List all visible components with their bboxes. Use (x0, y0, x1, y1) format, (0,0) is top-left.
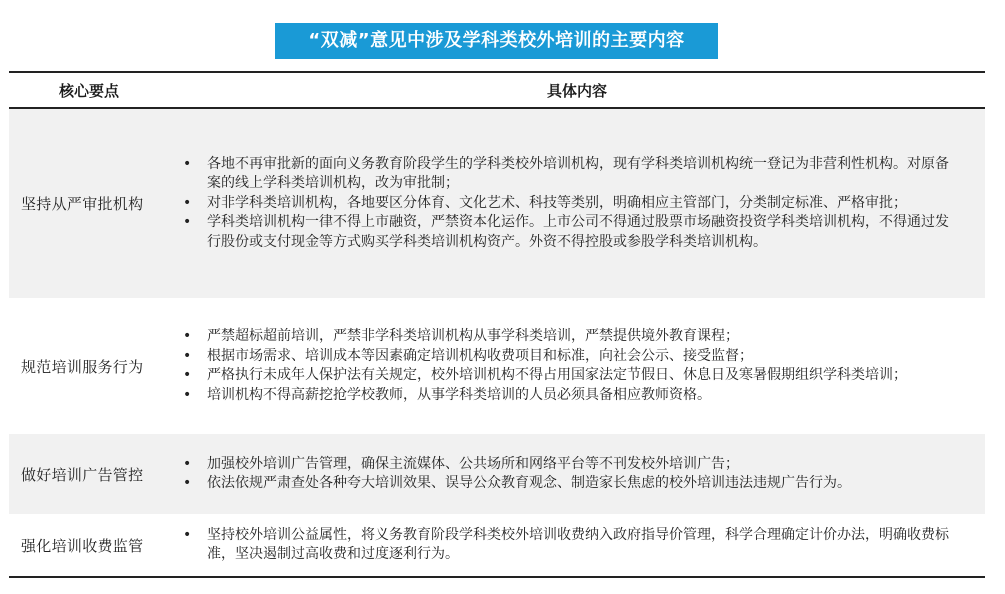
page-title: “双减”意见中涉及学科类校外培训的主要内容 (275, 23, 718, 59)
row-content (174, 455, 985, 494)
bullet-item: • 对非学科类培训机构，各地要区分体育、文化艺术、科技等类别，明确相应主管部门，分类制定标准、严格审批； (174, 194, 955, 214)
bullet-list (174, 526, 955, 565)
bullet-item: • 坚持校外培训公益属性，将义务教育阶段学科类校外培训收费纳入政府指导价管理，科学合理确定计价办法，明确收费标准，坚决遏制过高收费和过度逐利行为。 (174, 526, 955, 565)
bullet-item: • 严禁超标超前培训，严禁非学科类培训机构从事学科类培训，严禁提供境外教育课程； (174, 327, 955, 347)
table-row-fees (9, 514, 985, 576)
row-content (174, 327, 985, 405)
table-row-service (9, 298, 985, 434)
header-details: 具体内容 (546, 81, 607, 100)
row-label: 做好培训广告管控 (21, 465, 144, 484)
bullet-list (174, 455, 955, 494)
bullet-item: • 学科类培训机构一律不得上市融资，严禁资本化运作。上市公司不得通过股票市场融资投资学科类培训机构，不得通过发行股份或支付现金等方式购买学科类培训机构资产。外资不得控股或参股学科类培训机构。 (174, 213, 955, 252)
row-content (174, 155, 985, 253)
bullet-item: • 根据市场需求、培训成本等因素确定培训机构收费项目和标准，向社会公示、接受监督； (174, 347, 955, 367)
row-content (174, 526, 985, 565)
table-row-approval (9, 109, 985, 298)
table-header (9, 73, 985, 109)
table-row-advertising (9, 434, 985, 514)
row-label: 规范培训服务行为 (21, 357, 144, 376)
row-label: 强化培训收费监管 (21, 536, 144, 555)
policy-table (9, 71, 985, 578)
bullet-item: • 严格执行未成年人保护法有关规定，校外培训机构不得占用国家法定节假日、休息日及寒暑假期组织学科类培训； (174, 366, 955, 386)
bullet-item: • 依法依规严肃查处各种夸大培训效果、误导公众教育观念、制造家长焦虑的校外培训违法违规广告行为。 (174, 474, 955, 494)
header-key-points: 核心要点 (58, 81, 119, 100)
bullet-item: • 加强校外培训广告管理，确保主流媒体、公共场所和网络平台等不刊发校外培训广告； (174, 455, 955, 475)
bullet-item: • 培训机构不得高薪挖抢学校教师，从事学科类培训的人员必须具备相应教师资格。 (174, 386, 955, 406)
row-label: 坚持从严审批机构 (21, 195, 144, 213)
bullet-list (174, 155, 955, 253)
bullet-list (174, 327, 955, 405)
bullet-item: • 各地不再审批新的面向义务教育阶段学生的学科类校外培训机构，现有学科类培训机构统一登记为非营利性机构。对原备案的线上学科类培训机构，改为审批制； (174, 155, 955, 194)
